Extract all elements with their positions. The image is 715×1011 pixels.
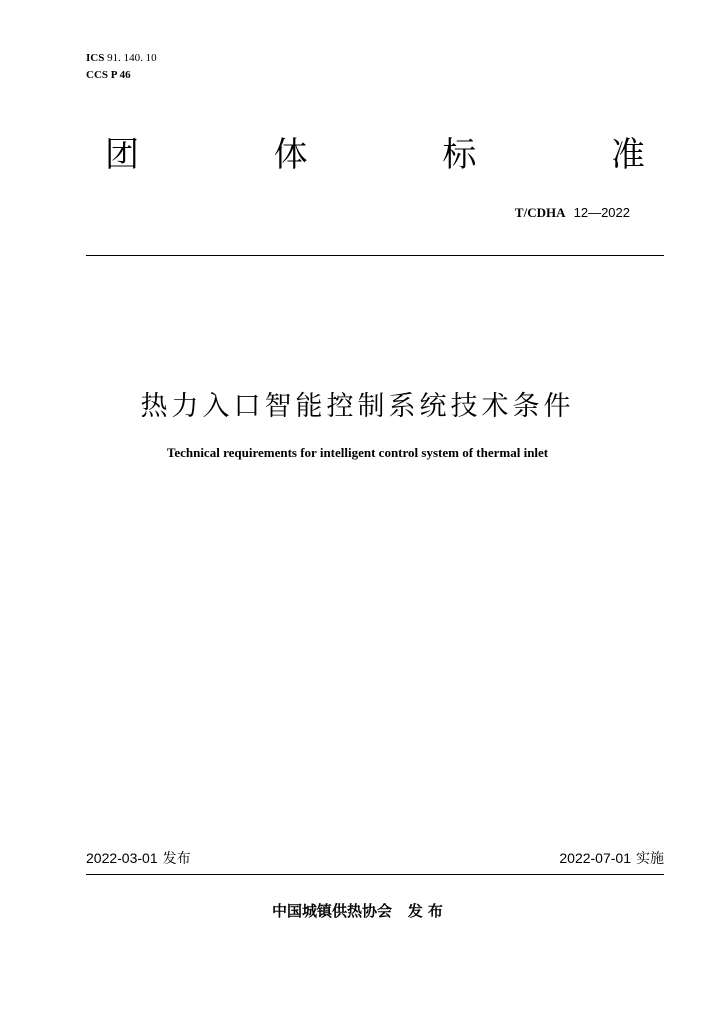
ccs-code [86,67,157,84]
implementation-date [559,848,664,869]
document-title-chinese: 热力入口智能控制系统技术条件 [140,391,575,422]
ics-value: 91. 140. 10 [107,52,157,64]
implementation-date-label: 实施 [636,851,664,867]
ccs-value: P 46 [110,69,131,81]
ics-label: ICS [86,52,105,64]
standard-type-char: 团 [105,135,139,175]
ccs-label: CCS [86,69,109,81]
standard-type-heading [105,133,645,177]
standard-type-char: 准 [610,135,645,175]
standard-type-char: 体 [273,135,308,175]
classification-codes [86,50,157,84]
issue-date [86,848,191,869]
implementation-date-value: 2022-07-01 [559,850,631,866]
issue-date-value: 2022-03-01 [86,850,158,866]
standard-serial: 12—2022 [573,205,630,220]
bottom-divider [86,874,664,875]
publisher-line: 中国城镇供热协会 发 布 [272,902,443,920]
standard-number [515,204,630,223]
top-divider [86,255,664,256]
ics-code [86,50,157,67]
standard-type-char: 标 [442,135,477,175]
standard-org-code: T/CDHA [514,205,566,220]
issue-date-label: 发布 [162,851,191,867]
document-title-english: Technical requirements for intelligent control system of thermal inlet [166,445,549,460]
